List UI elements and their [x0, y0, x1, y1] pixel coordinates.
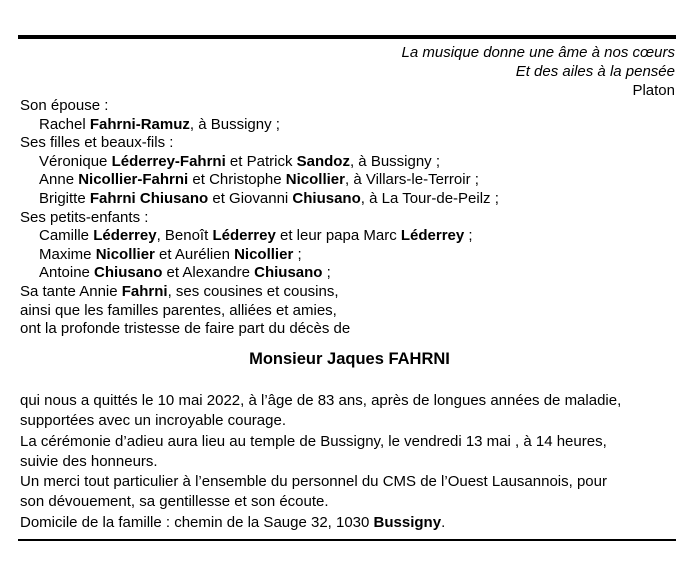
surname: Chiusano: [254, 264, 323, 282]
surname: Nicollier: [95, 245, 155, 263]
surname: Fahrni: [121, 282, 168, 300]
quote-line-2: Et des ailes à la pensée: [515, 63, 675, 80]
text: et Alexandre: [162, 264, 255, 282]
grandchild-line: [20, 227, 499, 246]
epigraph-quote: [402, 43, 676, 100]
text: Maxime: [39, 245, 96, 263]
quote-author: Platon: [632, 82, 675, 99]
text: , ses cousines et cousins,: [167, 282, 339, 300]
text: et Patrick: [225, 152, 297, 170]
text: , à La Tour-de-Peilz ;: [360, 189, 499, 207]
body-line: qui nous a quittés le 10 mai 2022, à l’âge de 83 ans, après de longues années de maladie,: [20, 392, 622, 409]
announcement-body: [20, 391, 621, 533]
surname: Fahrni-Ramuz: [89, 115, 190, 133]
body-line: supportées avec un incroyable courage.: [20, 412, 287, 430]
text: , à Bussigny ;: [189, 115, 280, 133]
families-line: ainsi que les familles parentes, alliées et amies,: [20, 301, 337, 319]
grandchild-line: [20, 264, 499, 283]
text: ;: [464, 227, 473, 245]
text: Rachel: [39, 115, 90, 133]
text: et Christophe: [188, 171, 286, 189]
address-line: [20, 513, 621, 533]
text: , à Bussigny ;: [349, 152, 441, 170]
text: et Aurélien: [154, 245, 235, 263]
surname: Léderrey: [212, 227, 276, 245]
surname: Nicollier: [234, 245, 294, 263]
text: Antoine: [39, 264, 95, 282]
text: Brigitte: [39, 189, 90, 207]
sorrow-line: ont la profonde tristesse de faire part du décès de: [20, 320, 351, 338]
children-heading: Ses filles et beaux-fils :: [20, 134, 174, 152]
deceased-name: Monsieur Jaques FAHRNI: [249, 350, 450, 368]
quote-line-1: La musique donne une âme à nos cœurs: [401, 44, 675, 61]
surname: Chiusano: [292, 189, 361, 207]
spouse-line: [20, 116, 499, 135]
body-line: son dévouement, sa gentillesse et son écoute.: [20, 493, 329, 511]
body-line: Un merci tout particulier à l’ensemble du personnel du CMS de l’Ouest Lausannois, pour: [20, 473, 607, 491]
text: et leur papa Marc: [275, 227, 401, 245]
top-rule: [18, 35, 676, 39]
text: Domicile de la famille : chemin de la Sauge 32, 1030: [20, 513, 374, 531]
body-line: suivie des honneurs.: [20, 452, 158, 470]
text: .: [441, 513, 446, 531]
text: ;: [322, 264, 331, 282]
grandchildren-heading: Ses petits-enfants :: [20, 208, 149, 226]
aunt-line: [20, 283, 499, 302]
text: , Benoît: [156, 227, 213, 245]
text: Anne: [39, 171, 79, 189]
bottom-rule: [18, 539, 676, 541]
text: , à Villars-le-Terroir ;: [344, 171, 479, 189]
text: Véronique: [39, 152, 112, 170]
surname: Fahrni Chiusano: [89, 189, 209, 207]
spouse-heading: Son épouse :: [20, 97, 109, 114]
town: Bussigny: [373, 513, 442, 531]
child-line: [20, 171, 499, 190]
surname: Nicollier: [285, 171, 345, 189]
child-line: [20, 153, 499, 172]
text: et Giovanni: [208, 189, 293, 207]
surname: Léderrey-Fahrni: [111, 152, 226, 170]
text: Sa tante Annie: [20, 282, 122, 300]
surname: Sandoz: [296, 152, 350, 170]
surname: Nicollier-Fahrni: [78, 171, 189, 189]
grandchild-line: [20, 246, 499, 265]
surname: Léderrey: [400, 227, 465, 245]
child-line: [20, 190, 499, 209]
body-line: La cérémonie d’adieu aura lieu au temple de Bussigny, le vendredi 13 mai , à 14 heures,: [20, 432, 607, 450]
text: ;: [293, 245, 302, 263]
family-list: [20, 97, 499, 339]
surname: Chiusano: [94, 264, 163, 282]
surname: Léderrey: [93, 227, 157, 245]
text: Camille: [39, 227, 94, 245]
